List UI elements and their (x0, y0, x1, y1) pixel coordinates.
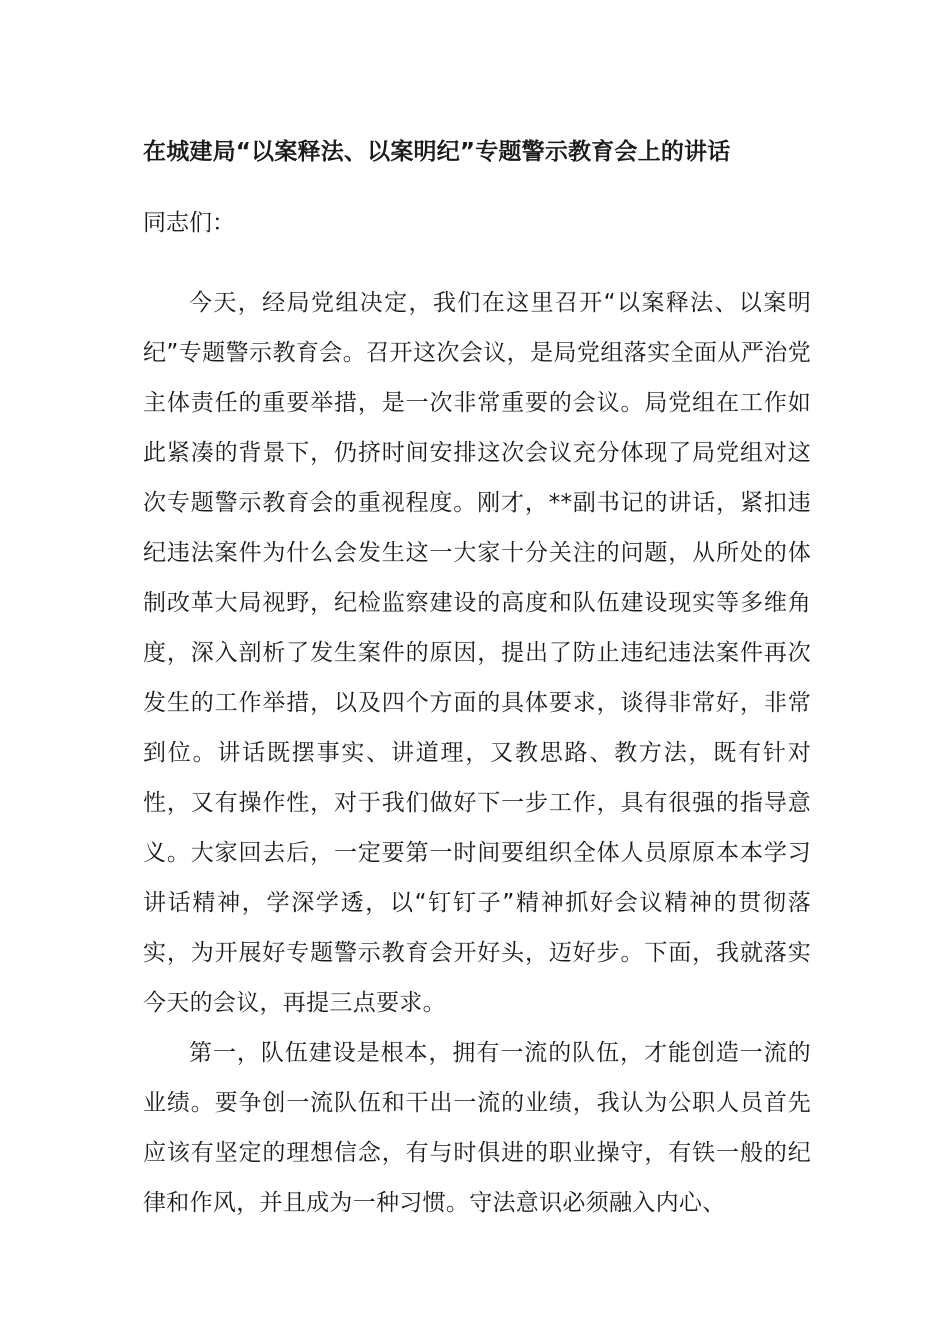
salutation: 同志们： (143, 210, 235, 236)
paragraph-2: 第一，队伍建设是根本，拥有一流的队伍，才能创造一流的业绩。要争创一流队伍和干出一流的业绩，我认为公职人员首先应该有坚定的理想信念，有与时俱进的职业操守，有铁一般的纪律和作风，并且成为一种习惯。守法意识必须融入内心、 (143, 1040, 811, 1216)
document-body (143, 278, 811, 1228)
paragraph-1: 今天，经局党组决定，我们在这里召开“以案释法、以案明纪”专题警示教育会。召开这次会议，是局党组落实全面从严治党主体责任的重要举措，是一次非常重要的会议。局党组在工作如此紧凑的背景下，仍挤时间安排这次会议充分体现了局党组对这次专题警示教育会的重视程度。刚才，**副书记的讲话，紧扣违纪违法案件为什么会发生这一大家十分关注的问题，从所处的体制改革大局视野，纪检监察建设的高度和队伍建设现实等多维角度，深入剖析了发生案件的原因，提出了防止违纪违法案件再次发生的工作举措，以及四个方面的具体要求，谈得非常好，非常到位。讲话既摆事实、讲道理，又教思路、教方法，既有针对性，又有操作性，对于我们做好下一步工作，具有很强的指导意义。大家回去后，一定要第一时间要组织全体人员原原本本学习讲话精神，学深学透，以“钉钉子”精神抓好会议精神的贯彻落实，为开展好专题警示教育会开好头，迈好步。下面，我就落实今天的会议，再提三点要求。 (143, 290, 811, 1016)
document-title: 在城建局“以案释法、以案明纪”专题警示教育会上的讲话 (143, 139, 731, 165)
